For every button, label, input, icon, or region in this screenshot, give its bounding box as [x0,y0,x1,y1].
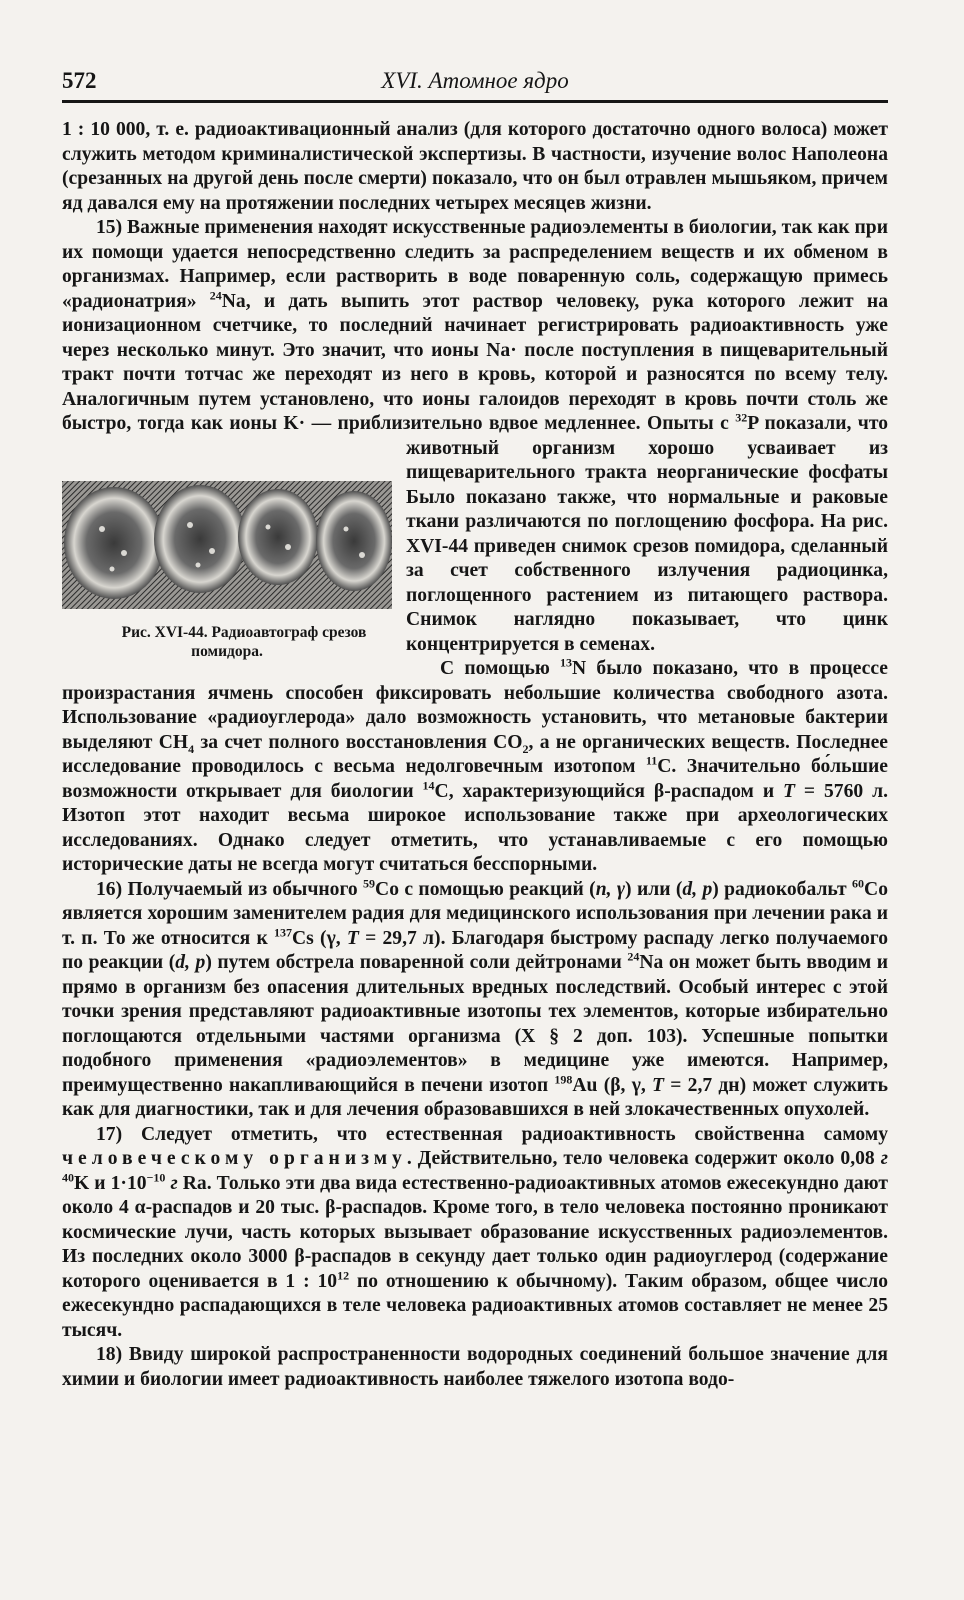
paragraph-15: 15) Важные применения находят искусственные радиоэлементы в биологии, так как при их помощи удается непосредственно следить за распределением веществ и их обменом в организмах. Например, если растворить в воде поваренную соль, содержащую примесь «радионатрия» $^{24}$Na, и дать выпить этот раствор человеку, рука которого лежит на ионизационном счетчике, то последний начинает регистрировать радиоактивность уже через несколько минут. Это значит, что ионы Na· после поступления в пищеварительный тракт почти тотчас же переходят из него в кровь, которой и разносятся по всему телу. Аналогичным путем установлено, что ионы галоидов переходят в кровь почти столь же быстро, тогда как ионы K· — приблизительно вдвое медленнее. Опыты с $^{32}$ Рис. XVI-44. Радиоавтограф срезов помидора. P показали, что животный организм хорошо усваивает из пищеварительного тракта неорганические фосфаты Было показано также, что нормальные и раковые ткани различаются по поглощению фосфора. На рис. XVI-44 приведен снимок срезов помидора, сделанный за счет собственного излучения радиоцинка, поглощенного растением из питающего раствора. Снимок наглядно показывает, что цинк концентрируется в семенах. [62,216,888,657]
paragraph-18: 18) Ввиду широкой распространенности водородных соединений большое значение для химии и биологии имеет радиоактивность наиболее тяжелого изотопа водо- [62,1344,888,1390]
running-title: XVI. Атомное ядро [381,68,569,93]
paragraph-15-nitrogen: С помощью $^{13}$N было показано, что в процессе произрастания ячмень способен фиксировать небольшие количества свободного азота. Использование «радиоуглерода» дало возможность установить, что метановые бактерии выделяют $CH_4$ за счет полного восстановления $CO_2$, а не органических веществ. Последнее исследование проводилось с весьма недолговечным изотопом $^{11}$C. Значительно бо́льшие возможности открывает для биологии $^{14}$C, характеризующийся β-распадом и T = 5760 л. Изотоп этот находит весьма широкое использование также при археологических исследованиях. Однако следует отметить, что устанавливаемые с его помощью исторические даты не всегда могут считаться бесспорными. [62,655,888,875]
paragraph-intro: 1 : 10 000, т. е. радиоактивационный анализ (для которого достаточно одного волоса) может служить методом криминалистической экспертизы. В частности, изучение волос Наполеона (срезанных на другой день после смерти) показало, что он был отравлен мышьяком, причем яд давался ему на протяжении последних четырех месяцев жизни. [62,119,888,214]
tomato-slices-image [62,481,392,609]
figure-caption: Рис. XVI-44. Радиоавтограф срезов помидора. [121,623,367,660]
paragraph-16: 16) Получаемый из обычного $^{59}$Co с помощью реакций (n, γ) или (d, p) радиокобальт $^{60}$Co является хорошим заменителем радия для медицинского использования при лечении рака и т. п. То же относится к $^{137}$Cs (γ, T = 29,7 л). Благодаря быстрому распаду легко получаемого по реакции (d, p) путем обстрела поваренной соли дейтронами $^{24}$Na он может быть вводим и прямо в организм без опасения длительных вредных последствий. Особый интерес с этой точки зрения представляют радиоактивные изотопы тех элементов, которые избирательно поглощаются отдельными частями организма (X § 2 доп. 103). Успешные попытки подобного применения «радиоэлементов» в медицине уже имеются. Например, преимущественно накапливающийся в печени изотоп $^{198}$Au (β, γ, T = 2,7 дн) может служить как для диагностики, так и для лечения образовавшихся в ней злокачественных опухолей. [62,875,889,1120]
body-text [62,118,888,1392]
page-header [62,62,888,103]
figure-tomato-autoradiograph [62,465,392,673]
paragraph-17: 17) Следует отметить, что естественная радиоактивность свойственна самому человеческому организму. Действительно, тело человека содержит около 0,08 г $^{40}$K и $1\cdot 10^{-10}$ г Ra. Только эти два вида естественно-радиоактивных атомов ежесекундно дают около 4 α-распадов и 20 тыс. β-распадов. Кроме того, в тело человека постоянно проникают космические лучи, часть которых вызывает образование искусственных радиоэлементов. Из последних около 3000 β-распадов в секунду дает только один радиоуглерод (содержание которого оценивается в 1 : $10^{12}$ по отношению к обычному). Таким образом, общее число ежесекундно распадающихся в теле человека радиоактивных атомов составляет не менее 25 тысяч. [62,1123,888,1341]
page-number: 572 [62,68,97,93]
